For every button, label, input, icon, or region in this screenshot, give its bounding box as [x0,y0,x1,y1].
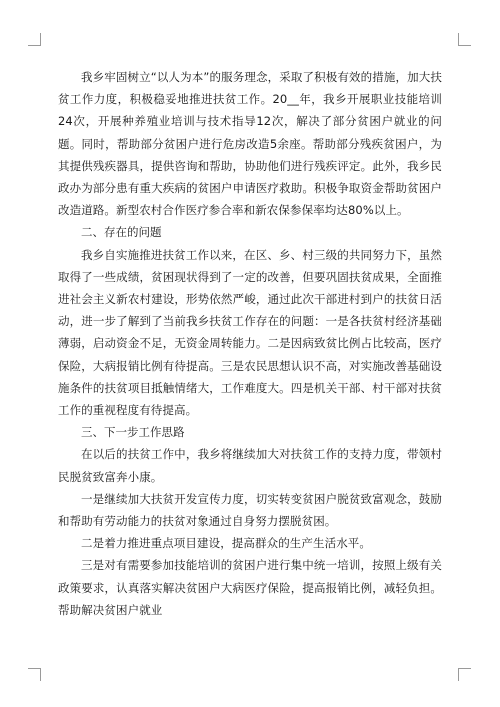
paragraph-step-two: 二是着力推进重点项目建设，提高群众的生产生活水平。 [81,536,371,551]
section-heading-next-steps: 三、下一步工作思路 [81,425,185,440]
crop-mark-bottom-right [458,668,471,681]
paragraph-achievements: 我乡牢固树立“以人为本”的服务理念，采取了积极有效的措施，加大扶贫工作力度，积极稳妥地推进扶贫工作。20__年，我乡开展职业技能培训24次，开展种养殖业培训与技术指导12次，解决了部分贫困户就业的问题。同时，帮助部分贫困户进行危房改造5余座。帮助部分残疾贫困户，为其提供残疾器具，提供咨询和帮助，协助他们进行残疾评定。此外，我乡民政办为部分患有重大疾病的贫困户申请医疗救助。积极争取资金帮助贫困户改造道路。新型农村合作医疗参合率和新农保参保率均达80%以上。 [58,70,442,218]
paragraph-step-one: 一是继续加大扶贫开发宣传力度，切实转变贫困户脱贫致富观念，鼓励和帮助有劳动能力的扶贫对象通过自身努力摆脱贫困。 [58,491,442,529]
crop-mark-top-left [28,33,41,46]
crop-mark-bottom-left [28,668,41,681]
paragraph-problems: 我乡自实施推进扶贫工作以来，在区、乡、村三级的共同努力下，虽然取得了一些成绩，贫困现状得到了一定的改善，但要巩固扶贫成果，全面推进社会主义新农村建设，形势依然严峻，通过此次干部进村到户的扶贫日活动，进一步了解到了当前我乡扶贫工作存在的问题：一是各扶贫村经济基础薄弱，启动资金不足，无资金周转能力。二是因病致贫比例占比较高，医疗保险，大病报销比例有待提高。三是农民思想认识不高，对实施改善基础设施条件的扶贫项目抵触情绪大，工作难度大。四是机关干部、村干部对扶贫工作的重视程度有待提高。 [58,247,442,418]
section-heading-problems: 二、存在的问题 [81,225,162,240]
paragraph-step-three: 三是对有需要参加技能培训的贫困户进行集中统一培训，按照上级有关政策要求，认真落实解决贫困户大病医疗保险，提高报销比例，减轻负担。帮助解决贫困户就业 [58,558,442,617]
document-body [58,66,442,621]
paragraph-next-steps-intro: 在以后的扶贫工作中，我乡将继续加大对扶贫工作的支持力度，带领村民脱贫致富奔小康。 [58,447,442,484]
crop-mark-top-right [458,33,471,46]
